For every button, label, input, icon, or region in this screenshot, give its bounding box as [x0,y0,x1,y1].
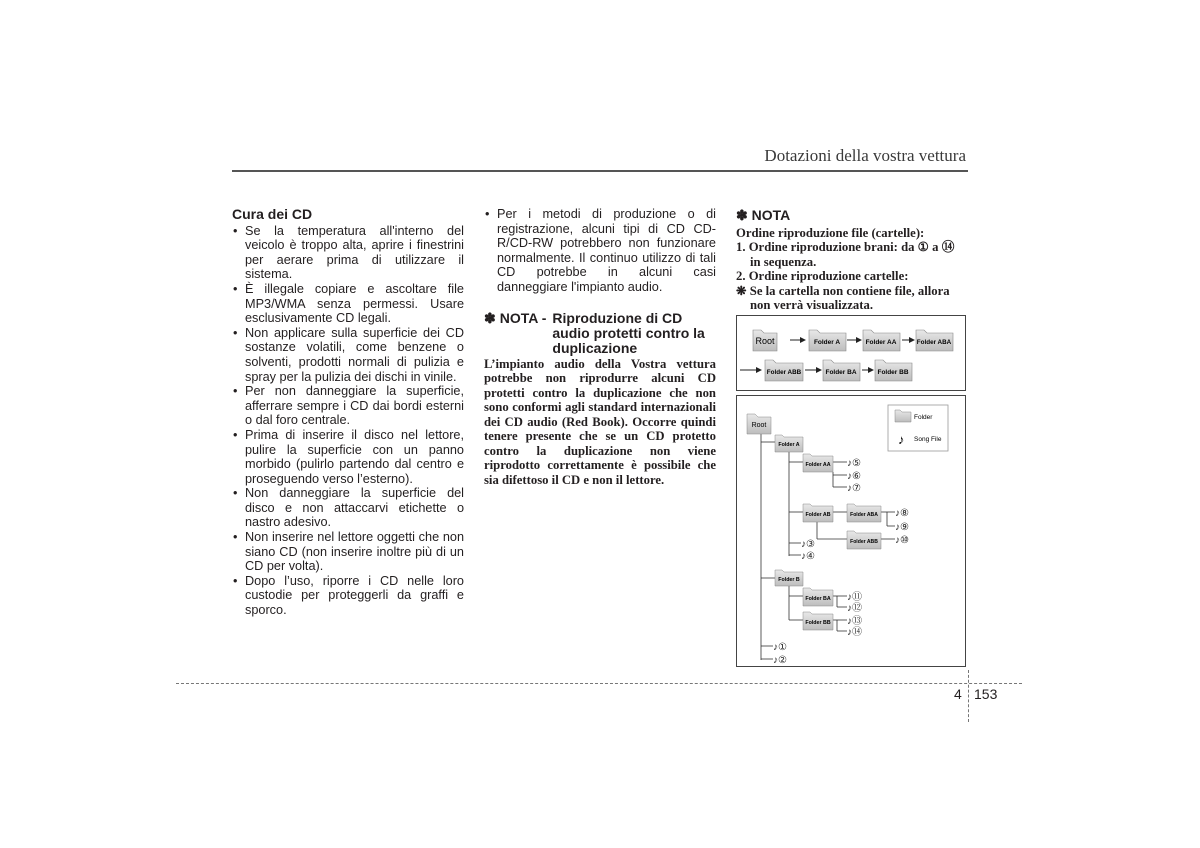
list-item: • Per non danneggiare la superficie, afferrare sempre i CD dai bordi esterni o dal foro centrale. [232,384,464,428]
folder-label-a: Folder A [813,339,841,346]
list-item: • È illegale copiare e ascoltare file MP3/WMA senza permessi. Usare esclusivamente CD legali. [232,282,464,326]
folder-order-diagram [736,315,966,391]
nota2-line: non verrà visualizzata. [750,298,873,313]
folder-icon [803,612,833,630]
list-item: • Prima di inserire il disco nel lettore, pulire la superficie con un panno morbido (pulirlo partendo dal centro e proseguendo verso l’esterno). [232,428,464,486]
song-item: ♪⑪ [847,592,862,603]
footer-rule [176,683,1022,684]
song-item: ♪③ [801,539,815,550]
nota2-label: NOTA [751,207,791,223]
nota-subtitle: Riproduzione di CD audio protetti contro la duplicazione [552,309,705,356]
folder-label-abb: Folder ABB [766,369,802,376]
legend-folder-label: Folder [914,414,933,421]
song-item: ♪⑫ [847,603,862,614]
list-item: • Non applicare sulla superficie dei CD sostanze volatili, come benzene o solventi, prodotti normali di pulizia e spray per la pulizia dei dischi in vinile. [232,326,464,384]
folder-icon [803,504,833,522]
folder-icon [803,588,833,606]
folder-icon [809,330,846,351]
tree-folder-bb-label: Folder BB [805,620,831,626]
song-item: ♪⑤ [847,458,861,469]
page-number: 153 [974,686,998,702]
song-item: ♪⑩ [895,535,909,546]
folder-label-aa: Folder AA [865,339,897,346]
folder-icon [775,435,803,452]
nota2-body [736,226,968,312]
tree-folder-ab-label: Folder AB [805,512,831,518]
legend-song-label: Song File [914,436,942,443]
nota-body: L’impianto audio della Vostra vettura potrebbe non riprodurre alcuni CD protetti contro la duplicazione che non sono conformi agli standard internazionali dei CD audio (Red Book). Occorre quindi tenere presente che se un CD protetto contro la duplicazione non viene riprodotto correttamente è possibile che sia difettoso il CD e non il lettore. [484,356,716,487]
nota-star-icon: ✽ [484,309,496,326]
folder-icon [747,414,771,434]
list-item: • Non inserire nel lettore oggetti che non siano CD (non inserire inoltre più di un CD per volta). [232,530,464,574]
footer-divider [968,670,969,722]
folder-icon [916,330,953,351]
folder-label-ba: Folder BA [825,369,857,376]
folder-icon [875,360,912,381]
folder-label-root: Root [755,336,775,346]
nota2-star-icon: ✽ [736,207,748,223]
tree-folder-aba-label: Folder ABA [850,512,878,518]
folder-order-svg [737,316,965,390]
cd-care-title: Cura dei CD [232,206,313,222]
song-item: ♪⑨ [895,522,909,533]
folder-icon [847,531,881,549]
cd-care-section [232,207,464,618]
column-two [484,207,716,487]
nota2-line: ❋ Se la cartella non contiene file, allora [736,283,950,298]
nota2-line: 2. Ordine riproduzione cartelle: [736,269,909,284]
song-item: ♪① [773,642,787,653]
cd-type-list [484,207,716,295]
song-item: ♪⑦ [847,483,861,494]
tree-folder-a-label: Folder A [778,442,800,448]
folder-tree-svg [737,396,965,666]
nota2-line: 1. Ordine riproduzione brani: da ① a ⑭ [736,240,955,255]
nota2-line: Ordine riproduzione file (cartelle): [736,226,925,240]
cd-care-list [232,224,464,618]
tree-folder-b-label: Folder B [778,577,800,583]
folder-icon [765,360,803,381]
song-item: ♪② [773,655,787,666]
page-header-title: Dotazioni della vostra vettura [764,146,966,165]
header-rule [232,170,968,172]
tree-folder-abb-label: Folder ABB [850,539,878,545]
folder-icon [847,504,881,522]
list-item: • Per i metodi di produzione o di registrazione, alcuni tipi di CD CD-R/CD-RW potrebbero non funzionare normalmente. Il continuo utilizzo di tali CD potrebbe in alcuni casi danneggiare l'impianto audio. [484,207,716,295]
folder-label-bb: Folder BB [877,369,909,376]
column-three [736,207,968,312]
tree-folder-aa-label: Folder AA [805,462,831,468]
song-item: ♪⑥ [847,471,861,482]
folder-label-aba: Folder ABA [916,339,952,346]
nota-label: NOTA - [499,309,547,326]
song-item: ♪⑧ [895,508,909,519]
song-item: ♪⑭ [847,627,862,638]
list-item: • Dopo l’uso, riporre i CD nelle loro custodie per proteggerli da graffi e sporco. [232,574,464,618]
folder-icon [895,410,911,422]
list-item: • Se la temperatura all'interno del veicolo è troppo alta, aprire i finestrini per aerare prima di utilizzare il sistema. [232,224,464,282]
music-note-icon: ♪ [898,432,905,447]
nota-heading [484,311,716,356]
tree-root-label: Root [751,422,767,429]
folder-icon [863,330,900,351]
list-item: • Non danneggiare la superficie del disco e non attaccarvi etichette o nastro adesivo. [232,486,464,530]
nota2-line: in sequenza. [750,254,817,269]
folder-icon [753,330,777,351]
folder-tree-diagram [736,395,966,667]
song-item: ♪⑬ [847,616,862,627]
chapter-number: 4 [954,686,962,702]
song-item: ♪④ [801,551,815,562]
nota2-heading [736,207,968,224]
folder-icon [803,454,833,472]
folder-icon [775,570,803,586]
legend [888,405,948,451]
tree-folder-ba-label: Folder BA [805,596,831,602]
folder-icon [823,360,860,381]
